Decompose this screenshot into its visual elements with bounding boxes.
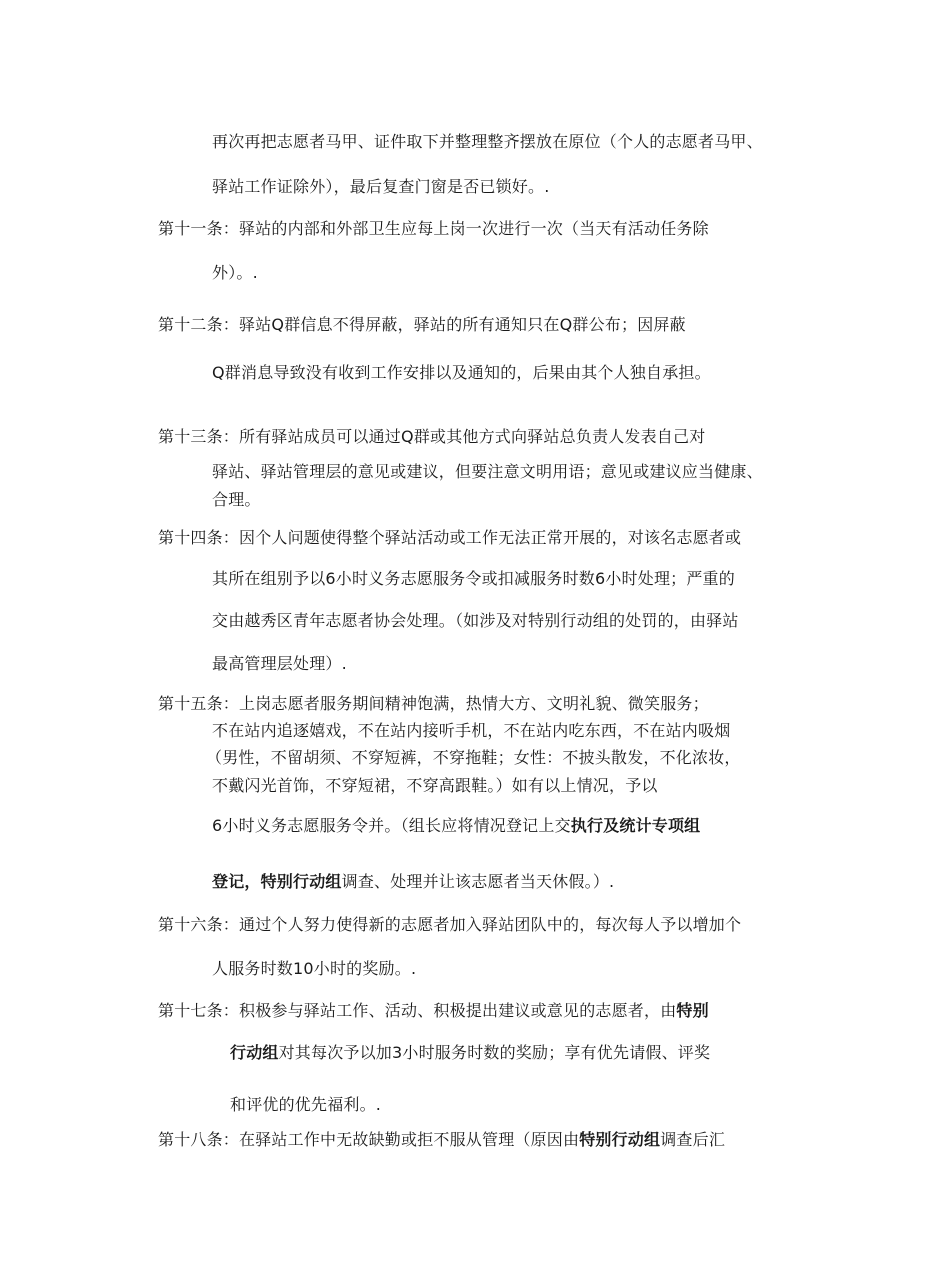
article-12-heading: 第十二条：驿站Q群信息不得屏蔽，驿站的所有通知只在Q群公布；因屏蔽: [158, 315, 686, 334]
bold-text-run: 特别行动组: [260, 872, 342, 891]
text-line: 驿站、驿站管理层的意见或建议，但要注意文明用语；意见或建议应当健康、: [212, 462, 763, 481]
article-15-heading: 第十五条：上岗志愿者服务期间精神饱满，热情大方、文明礼貌、微笑服务；: [158, 694, 709, 713]
article-17-heading: [158, 1001, 709, 1021]
text-line: [230, 1043, 710, 1063]
bold-text-run: 特别行动组: [579, 1130, 661, 1149]
text-line: 交由越秀区青年志愿者协会处理。（如涉及对特别行动组的处罚的，由驿站: [212, 611, 739, 630]
article-18-heading: [158, 1130, 725, 1150]
text-line: [212, 816, 700, 836]
text-line: 不在站内追逐嬉戏，不在站内接听手机，不在站内吃东西，不在站内吸烟: [212, 721, 731, 740]
text-line: 和评优的优先福利。.: [230, 1095, 382, 1114]
text-run: 调查、处理并让该志愿者当天休假。）.: [341, 872, 615, 891]
article-16-heading: 第十六条：通过个人努力使得新的志愿者加入驿站团队中的，每次每人予以增加个: [158, 915, 742, 934]
article-14-heading: 第十四条：因个人问题使得整个驿站活动或工作无法正常开展的，对该名志愿者或: [158, 528, 742, 547]
text-run: 对其每次予以加3小时服务时数的奖励；享有优先请假、评奖: [278, 1043, 711, 1062]
bold-text-run: 特别: [676, 1001, 709, 1020]
bold-text-run: 登记，: [212, 872, 261, 891]
text-line: 驿站工作证除外），最后复查门窗是否已锁好。.: [212, 177, 550, 196]
text-run: 第十七条：积极参与驿站工作、活动、积极提出建议或意见的志愿者，由: [158, 1001, 677, 1020]
text-line: 合理。: [212, 490, 261, 509]
bold-text-run: 行动组: [230, 1043, 279, 1062]
text-line: 不戴闪光首饰，不穿短裙，不穿高跟鞋。）如有以上情况，予以: [212, 776, 658, 795]
text-line: 再次再把志愿者马甲、证件取下并整理整齐摆放在原位（个人的志愿者马甲、: [212, 132, 763, 151]
text-line: Q群消息导致没有收到工作安排以及通知的，后果由其个人独自承担。: [212, 363, 711, 382]
text-run: 调查后汇: [660, 1130, 726, 1149]
text-line: 人服务时数10小时的奖励。.: [212, 959, 417, 978]
text-run: 第十八条：在驿站工作中无故缺勤或拒不服从管理（原因由: [158, 1130, 580, 1149]
article-13-heading: 第十三条：所有驿站成员可以通过Q群或其他方式向驿站总负责人发表自己对: [158, 427, 706, 446]
text-line: 最高管理层处理）.: [212, 654, 347, 673]
text-line: （男性，不留胡须、不穿短裤，不穿拖鞋；女性：不披头散发，不化浓妆，: [206, 748, 741, 767]
text-run: 6小时义务志愿服务令并。（组长应将情况登记上交: [212, 816, 571, 835]
bold-text-run: 执行及统计专项组: [570, 816, 701, 835]
article-11-heading: 第十一条：驿站的内部和外部卫生应每上岗一次进行一次（当天有活动任务除: [158, 219, 709, 238]
text-line: 其所在组别予以6小时义务志愿服务令或扣减服务时数6小时处理；严重的: [212, 569, 735, 588]
text-line: 外）。.: [212, 263, 258, 282]
text-line: [212, 872, 614, 892]
